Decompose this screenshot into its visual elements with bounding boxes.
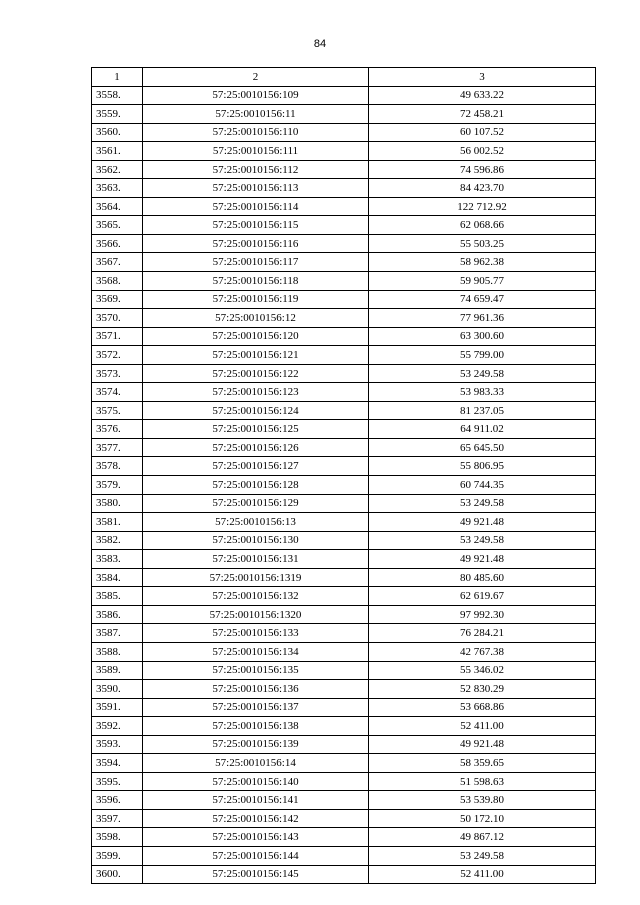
table-row [92, 494, 596, 513]
cadastral-number-cell: 57:25:0010156:127 [143, 457, 369, 476]
table-row [92, 772, 596, 791]
row-number-cell: 3593. [92, 735, 143, 754]
table-row [92, 364, 596, 383]
cadastral-number-cell: 57:25:0010156:132 [143, 587, 369, 606]
table-row [92, 754, 596, 773]
value-cell: 53 249.58 [369, 846, 596, 865]
table-row [92, 531, 596, 550]
value-cell: 49 633.22 [369, 86, 596, 105]
value-cell: 49 921.48 [369, 550, 596, 569]
row-number-cell: 3600. [92, 865, 143, 884]
value-cell: 55 346.02 [369, 661, 596, 680]
cadastral-number-cell: 57:25:0010156:14 [143, 754, 369, 773]
cadastral-number-cell: 57:25:0010156:137 [143, 698, 369, 717]
row-number-cell: 3592. [92, 717, 143, 736]
table-row [92, 717, 596, 736]
cadastral-number-cell: 57:25:0010156:116 [143, 234, 369, 253]
cadastral-number-cell: 57:25:0010156:13 [143, 513, 369, 532]
value-cell: 58 962.38 [369, 253, 596, 272]
row-number-cell: 3568. [92, 272, 143, 291]
cadastral-number-cell: 57:25:0010156:124 [143, 401, 369, 420]
value-cell: 63 300.60 [369, 327, 596, 346]
value-cell: 80 485.60 [369, 568, 596, 587]
row-number-cell: 3571. [92, 327, 143, 346]
value-cell: 77 961.36 [369, 309, 596, 328]
cadastral-number-cell: 57:25:0010156:141 [143, 791, 369, 810]
table-row [92, 216, 596, 235]
value-cell: 53 983.33 [369, 383, 596, 402]
cadastral-number-cell: 57:25:0010156:145 [143, 865, 369, 884]
row-number-cell: 3562. [92, 160, 143, 179]
cadastral-number-cell: 57:25:0010156:133 [143, 624, 369, 643]
cadastral-number-cell: 57:25:0010156:123 [143, 383, 369, 402]
table-header-row [92, 68, 596, 87]
value-cell: 76 284.21 [369, 624, 596, 643]
value-cell: 74 659.47 [369, 290, 596, 309]
row-number-cell: 3563. [92, 179, 143, 198]
cadastral-number-cell: 57:25:0010156:139 [143, 735, 369, 754]
row-number-cell: 3594. [92, 754, 143, 773]
row-number-cell: 3590. [92, 680, 143, 699]
table-row [92, 197, 596, 216]
value-cell: 53 668.86 [369, 698, 596, 717]
value-cell: 49 921.48 [369, 513, 596, 532]
row-number-cell: 3572. [92, 346, 143, 365]
table-row [92, 346, 596, 365]
table-row [92, 457, 596, 476]
table-row [92, 791, 596, 810]
cadastral-number-cell: 57:25:0010156:134 [143, 642, 369, 661]
column-header: 3 [369, 68, 596, 87]
row-number-cell: 3570. [92, 309, 143, 328]
row-number-cell: 3573. [92, 364, 143, 383]
table-row [92, 476, 596, 495]
value-cell: 53 249.58 [369, 531, 596, 550]
cadastral-number-cell: 57:25:0010156:121 [143, 346, 369, 365]
value-cell: 122 712.92 [369, 197, 596, 216]
value-cell: 49 921.48 [369, 735, 596, 754]
value-cell: 53 249.58 [369, 364, 596, 383]
table-row [92, 253, 596, 272]
value-cell: 65 645.50 [369, 438, 596, 457]
cadastral-number-cell: 57:25:0010156:126 [143, 438, 369, 457]
cadastral-number-cell: 57:25:0010156:143 [143, 828, 369, 847]
cadastral-number-cell: 57:25:0010156:1319 [143, 568, 369, 587]
value-cell: 60 744.35 [369, 476, 596, 495]
row-number-cell: 3585. [92, 587, 143, 606]
value-cell: 81 237.05 [369, 401, 596, 420]
value-cell: 49 867.12 [369, 828, 596, 847]
row-number-cell: 3559. [92, 105, 143, 124]
cadastral-number-cell: 57:25:0010156:129 [143, 494, 369, 513]
row-number-cell: 3599. [92, 846, 143, 865]
value-cell: 72 458.21 [369, 105, 596, 124]
table-row [92, 290, 596, 309]
cadastral-number-cell: 57:25:0010156:135 [143, 661, 369, 680]
table-row [92, 735, 596, 754]
table-row [92, 828, 596, 847]
data-table [91, 67, 596, 884]
page-number: 84 [313, 38, 327, 50]
row-number-cell: 3576. [92, 420, 143, 439]
table-row [92, 642, 596, 661]
column-header: 1 [92, 68, 143, 87]
row-number-cell: 3598. [92, 828, 143, 847]
table-row [92, 86, 596, 105]
table-row [92, 160, 596, 179]
row-number-cell: 3577. [92, 438, 143, 457]
cadastral-number-cell: 57:25:0010156:12 [143, 309, 369, 328]
cadastral-number-cell: 57:25:0010156:144 [143, 846, 369, 865]
value-cell: 62 068.66 [369, 216, 596, 235]
value-cell: 50 172.10 [369, 809, 596, 828]
table-row [92, 179, 596, 198]
value-cell: 52 411.00 [369, 865, 596, 884]
cadastral-number-cell: 57:25:0010156:140 [143, 772, 369, 791]
row-number-cell: 3564. [92, 197, 143, 216]
value-cell: 53 249.58 [369, 494, 596, 513]
row-number-cell: 3578. [92, 457, 143, 476]
value-cell: 97 992.30 [369, 605, 596, 624]
cadastral-number-cell: 57:25:0010156:11 [143, 105, 369, 124]
row-number-cell: 3574. [92, 383, 143, 402]
cadastral-number-cell: 57:25:0010156:112 [143, 160, 369, 179]
cadastral-number-cell: 57:25:0010156:128 [143, 476, 369, 495]
row-number-cell: 3582. [92, 531, 143, 550]
table-row [92, 568, 596, 587]
value-cell: 84 423.70 [369, 179, 596, 198]
cadastral-number-cell: 57:25:0010156:138 [143, 717, 369, 736]
cadastral-number-cell: 57:25:0010156:110 [143, 123, 369, 142]
cadastral-number-cell: 57:25:0010156:111 [143, 142, 369, 161]
cadastral-number-cell: 57:25:0010156:118 [143, 272, 369, 291]
cadastral-number-cell: 57:25:0010156:117 [143, 253, 369, 272]
cadastral-number-cell: 57:25:0010156:115 [143, 216, 369, 235]
table-row [92, 234, 596, 253]
value-cell: 53 539.80 [369, 791, 596, 810]
value-cell: 74 596.86 [369, 160, 596, 179]
value-cell: 64 911.02 [369, 420, 596, 439]
table-row [92, 438, 596, 457]
table-row [92, 624, 596, 643]
table-row [92, 661, 596, 680]
table-row [92, 698, 596, 717]
row-number-cell: 3588. [92, 642, 143, 661]
row-number-cell: 3567. [92, 253, 143, 272]
cadastral-number-cell: 57:25:0010156:136 [143, 680, 369, 699]
row-number-cell: 3575. [92, 401, 143, 420]
cadastral-number-cell: 57:25:0010156:131 [143, 550, 369, 569]
value-cell: 59 905.77 [369, 272, 596, 291]
row-number-cell: 3583. [92, 550, 143, 569]
table-row [92, 513, 596, 532]
value-cell: 62 619.67 [369, 587, 596, 606]
value-cell: 55 799.00 [369, 346, 596, 365]
row-number-cell: 3558. [92, 86, 143, 105]
row-number-cell: 3597. [92, 809, 143, 828]
table-row [92, 605, 596, 624]
value-cell: 52 411.00 [369, 717, 596, 736]
cadastral-number-cell: 57:25:0010156:120 [143, 327, 369, 346]
table-row [92, 383, 596, 402]
column-header: 2 [143, 68, 369, 87]
row-number-cell: 3591. [92, 698, 143, 717]
row-number-cell: 3566. [92, 234, 143, 253]
table-row [92, 123, 596, 142]
row-number-cell: 3579. [92, 476, 143, 495]
row-number-cell: 3580. [92, 494, 143, 513]
row-number-cell: 3569. [92, 290, 143, 309]
row-number-cell: 3586. [92, 605, 143, 624]
value-cell: 42 767.38 [369, 642, 596, 661]
value-cell: 51 598.63 [369, 772, 596, 791]
table-row [92, 550, 596, 569]
row-number-cell: 3587. [92, 624, 143, 643]
value-cell: 55 503.25 [369, 234, 596, 253]
row-number-cell: 3589. [92, 661, 143, 680]
table-row [92, 272, 596, 291]
row-number-cell: 3596. [92, 791, 143, 810]
cadastral-number-cell: 57:25:0010156:119 [143, 290, 369, 309]
table-row [92, 865, 596, 884]
table-body [92, 86, 596, 884]
value-cell: 56 002.52 [369, 142, 596, 161]
table-row [92, 327, 596, 346]
table-row [92, 846, 596, 865]
value-cell: 55 806.95 [369, 457, 596, 476]
value-cell: 58 359.65 [369, 754, 596, 773]
cadastral-number-cell: 57:25:0010156:125 [143, 420, 369, 439]
row-number-cell: 3595. [92, 772, 143, 791]
cadastral-number-cell: 57:25:0010156:142 [143, 809, 369, 828]
cadastral-number-cell: 57:25:0010156:122 [143, 364, 369, 383]
table-row [92, 142, 596, 161]
cadastral-number-cell: 57:25:0010156:130 [143, 531, 369, 550]
table-row [92, 680, 596, 699]
cadastral-number-cell: 57:25:0010156:114 [143, 197, 369, 216]
cadastral-number-cell: 57:25:0010156:109 [143, 86, 369, 105]
table-row [92, 420, 596, 439]
value-cell: 60 107.52 [369, 123, 596, 142]
row-number-cell: 3561. [92, 142, 143, 161]
row-number-cell: 3584. [92, 568, 143, 587]
table-row [92, 105, 596, 124]
cadastral-number-cell: 57:25:0010156:113 [143, 179, 369, 198]
cadastral-number-cell: 57:25:0010156:1320 [143, 605, 369, 624]
value-cell: 52 830.29 [369, 680, 596, 699]
row-number-cell: 3565. [92, 216, 143, 235]
table-row [92, 401, 596, 420]
table-row [92, 809, 596, 828]
row-number-cell: 3581. [92, 513, 143, 532]
table-row [92, 309, 596, 328]
row-number-cell: 3560. [92, 123, 143, 142]
table-row [92, 587, 596, 606]
